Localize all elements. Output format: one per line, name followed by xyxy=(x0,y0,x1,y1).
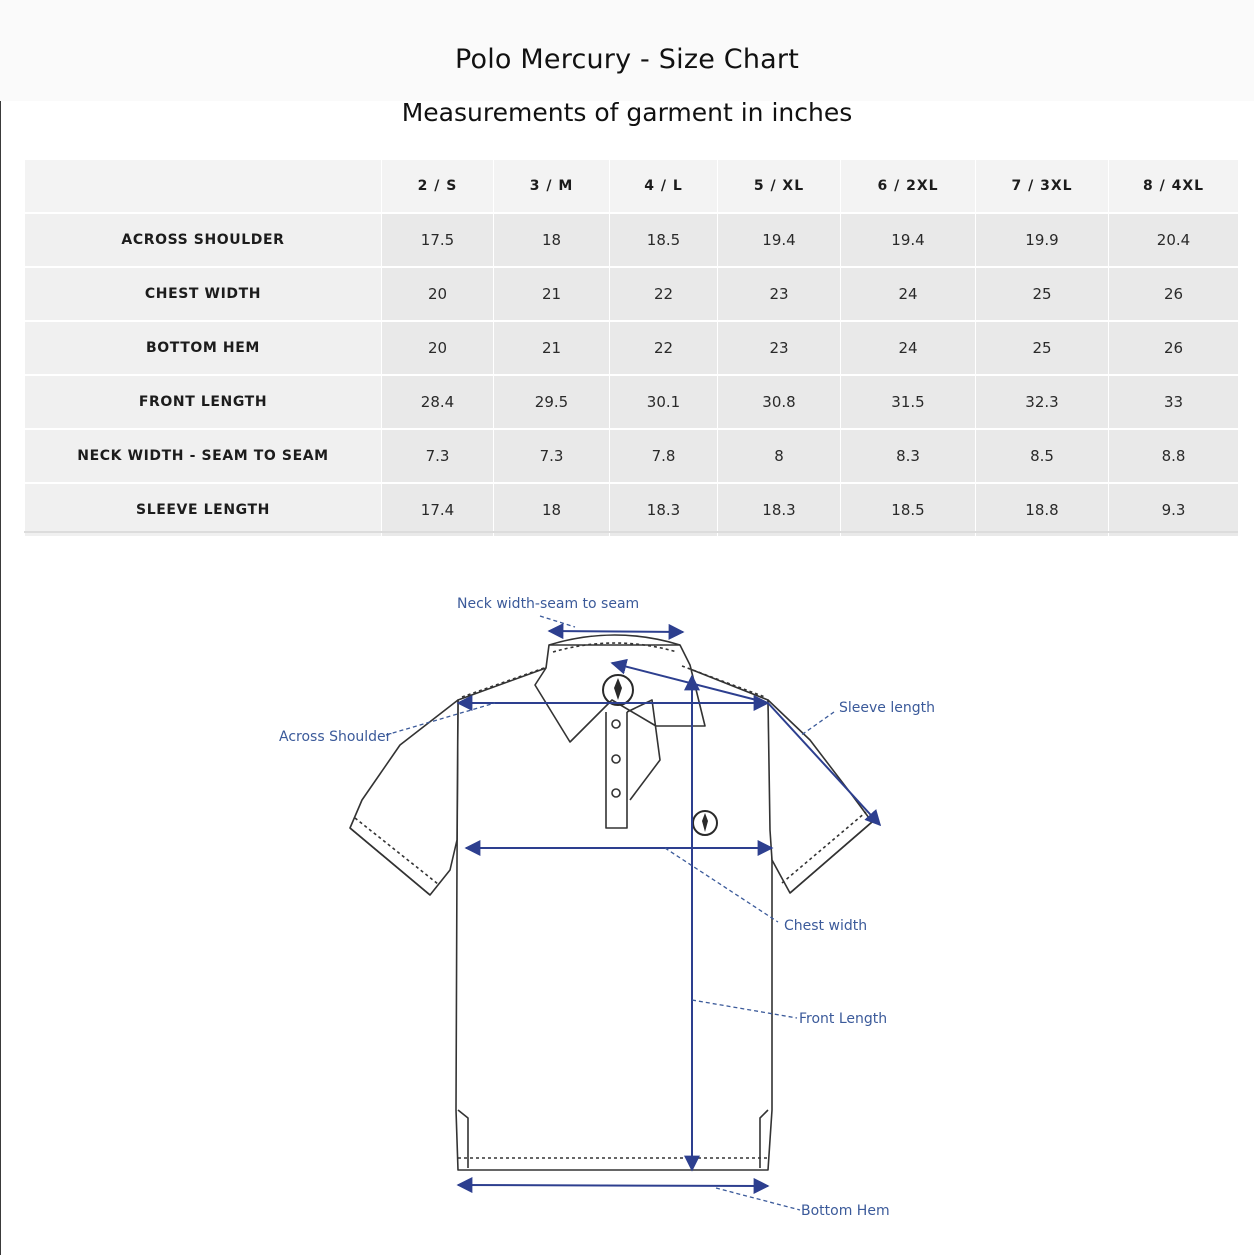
hem-arrow xyxy=(458,1185,768,1186)
table-row xyxy=(25,213,1239,267)
row-label: FRONT LENGTH xyxy=(25,375,382,429)
table-cell: 7.3 xyxy=(382,429,494,483)
table-cell: 18.3 xyxy=(610,483,718,537)
page-subtitle: Measurements of garment in inches xyxy=(401,98,853,127)
header-cell: 8 / 4XL xyxy=(1109,160,1239,214)
table-cell: 30.1 xyxy=(610,375,718,429)
row-label: BOTTOM HEM xyxy=(25,321,382,375)
table-cell: 7.8 xyxy=(610,429,718,483)
table-cell: 18.5 xyxy=(610,213,718,267)
table-cell: 31.5 xyxy=(841,375,976,429)
header-cell: 7 / 3XL xyxy=(976,160,1109,214)
polo-measurement-diagram xyxy=(0,560,1254,1255)
table-cell: 9.3 xyxy=(1109,483,1239,537)
row-label: ACROSS SHOULDER xyxy=(25,213,382,267)
table-row xyxy=(25,483,1239,537)
table-cell: 8.3 xyxy=(841,429,976,483)
table-cell: 7.3 xyxy=(494,429,610,483)
header-cell xyxy=(25,160,382,214)
header-cell: 3 / M xyxy=(494,160,610,214)
table-cell: 18.5 xyxy=(841,483,976,537)
table-cell: 23 xyxy=(718,321,841,375)
table-cell: 24 xyxy=(841,267,976,321)
table-cell: 18.3 xyxy=(718,483,841,537)
header-cell: 2 / S xyxy=(382,160,494,214)
label-front-length: Front Length xyxy=(799,1011,888,1027)
table-cell: 8 xyxy=(718,429,841,483)
header-cell: 5 / XL xyxy=(718,160,841,214)
table-cell: 24 xyxy=(841,321,976,375)
table-cell: 26 xyxy=(1109,321,1239,375)
label-chest-width: Chest width xyxy=(784,918,868,934)
table-row xyxy=(25,375,1239,429)
row-label: CHEST WIDTH xyxy=(25,267,382,321)
table-cell: 17.5 xyxy=(382,213,494,267)
table-row xyxy=(25,267,1239,321)
row-label: NECK WIDTH - SEAM TO SEAM xyxy=(25,429,382,483)
table-cell: 22 xyxy=(610,267,718,321)
table-row xyxy=(25,429,1239,483)
label-neck-width: Neck width-seam to seam xyxy=(457,596,640,612)
table-cell: 8.8 xyxy=(1109,429,1239,483)
table-cell: 33 xyxy=(1109,375,1239,429)
table-cell: 19.9 xyxy=(976,213,1109,267)
neck-arrow xyxy=(549,631,683,632)
table-cell: 30.8 xyxy=(718,375,841,429)
table-bottom-rule xyxy=(24,531,1238,533)
table-row xyxy=(25,321,1239,375)
table-cell: 28.4 xyxy=(382,375,494,429)
page-title: Polo Mercury - Size Chart xyxy=(454,44,799,75)
label-across-shoulder: Across Shoulder xyxy=(279,729,392,745)
table-cell: 18 xyxy=(494,213,610,267)
table-cell: 21 xyxy=(494,321,610,375)
row-label: SLEEVE LENGTH xyxy=(25,483,382,537)
table-cell: 32.3 xyxy=(976,375,1109,429)
label-bottom-hem: Bottom Hem xyxy=(801,1203,890,1219)
table-cell: 25 xyxy=(976,321,1109,375)
label-sleeve-length: Sleeve length xyxy=(839,700,935,716)
size-table xyxy=(24,159,1239,537)
table-cell: 26 xyxy=(1109,267,1239,321)
table-cell: 8.5 xyxy=(976,429,1109,483)
table-cell: 17.4 xyxy=(382,483,494,537)
table-cell: 20 xyxy=(382,267,494,321)
table-cell: 22 xyxy=(610,321,718,375)
table-header-row xyxy=(25,160,1239,214)
table-cell: 18.8 xyxy=(976,483,1109,537)
header-cell: 6 / 2XL xyxy=(841,160,976,214)
table-cell: 23 xyxy=(718,267,841,321)
table-cell: 21 xyxy=(494,267,610,321)
table-cell: 25 xyxy=(976,267,1109,321)
table-cell: 20 xyxy=(382,321,494,375)
table-cell: 20.4 xyxy=(1109,213,1239,267)
polo-shirt-outline xyxy=(350,635,872,1170)
table-cell: 29.5 xyxy=(494,375,610,429)
table-cell: 19.4 xyxy=(841,213,976,267)
header-cell: 4 / L xyxy=(610,160,718,214)
table-cell: 19.4 xyxy=(718,213,841,267)
table-cell: 18 xyxy=(494,483,610,537)
